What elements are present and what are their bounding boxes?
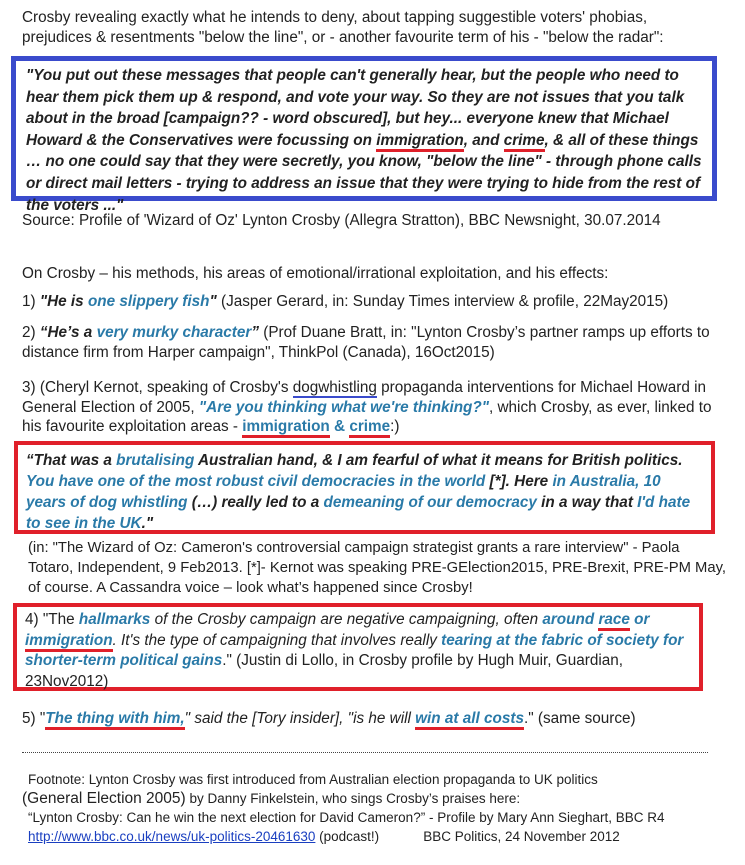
bbc-news-link[interactable]: http://www.bbc.co.uk/news/uk-politics-20461630 (28, 829, 316, 844)
source-newsnight: Source: Profile of 'Wizard of Oz' Lynton Crosby (Allegra Stratton), BBC Newsnight, 30.07.2014 (22, 212, 661, 229)
footnote-line-1: Footnote: Lynton Crosby was first introduced from Australian election propaganda to UK politics (28, 772, 598, 787)
intro-line-1: Crosby revealing exactly what he intends to deny, about tapping suggestible voters' phobias, (22, 9, 648, 26)
item-4: 4) "The hallmarks of the Crosby campaign are negative campaigning, often around race or immigration. It's the type of campaigning that involves really tearing at the fabric of society for shorter-term political gains." (Justin di Lollo, in Crosby profile by Hugh Muir, Guardian, 23Nov2012) (25, 611, 684, 690)
highlight-race: race (598, 611, 629, 631)
item-1: 1) "He is one slippery fish" (Jasper Gerard, in: Sunday Times interview & profile, 22May2015) (22, 293, 669, 310)
crosby-quote: "You put out these messages that people can't generally hear, but the people who need to hear them pick them up & respond, and vote your way. So they are not issues that you talk about in the broad [campaign?? - word obscured], but hey... everyone knew that Michael Howard & the Conservatives were focussing on immigration, and crime, & all of these things … no one could say that they were secretly, you know, "below the line" - through phone calls or direct mail letters - trying to address an issue that they were trying to hide from the rest of the voters ..." (26, 67, 702, 214)
highlight-crime-3: crime (349, 418, 390, 438)
item-3: 3) (Cheryl Kernot, speaking of Crosby's dogwhistling propaganda interventions for Michael Howard in General Election of 2005, "Are you thinking what we're thinking?", which Crosby, as ever, linked to his favourite exploitation areas - immigration & crime:) (22, 378, 722, 437)
on-crosby-heading: On Crosby – his methods, his areas of emotional/irrational exploitation, and his effects: (22, 265, 609, 282)
murky-character: very murky character (96, 324, 252, 341)
highlight-immigration: immigration (376, 132, 464, 152)
item-2: 2) “He’s a very murky character” (Prof Duane Bratt, in: "Lynton Crosby’s partner ramps up efforts to distance firm from Harper campaign", ThinkPol (Canada), 16Oct2015) (22, 324, 710, 361)
highlight-immigration-4: immigration (25, 632, 113, 652)
kernot-quote-box (14, 441, 715, 534)
campaign-slogan: "Are you thinking what we're thinking?" (198, 398, 489, 416)
footnote-line-2: (General Election 2005) by Danny Finkelstein, who sings Crosby’s praises here: (22, 790, 521, 807)
intro-line-2: prejudices & resentments "below the line", or - another favourite term of his - "below the radar": (22, 28, 664, 46)
footnote-line-4: http://www.bbc.co.uk/news/uk-politics-20461630 (podcast!) BBC Politics, 24 November 2012 (28, 829, 620, 844)
win-at-all-costs: win at all costs (415, 710, 524, 730)
kernot-quote: “That was a brutalising Australian hand, & I am fearful of what it means for British politics. You have one of the most robust civil democracies in the world [*]. Here in Australia, 10 years of dog whistling (…) really led to a demeaning of our democracy in a way that I'd hate to see in the UK." (26, 452, 691, 532)
highlight-crime: crime (504, 132, 545, 152)
slippery-fish: one slippery fish (87, 293, 210, 310)
footnote (22, 770, 728, 846)
footnote-line-3: “Lynton Crosby: Can he win the next election for David Cameron?” - Profile by Mary Ann Sieghart, BBC R4 (28, 810, 665, 825)
intro (22, 8, 737, 47)
footnote-divider (22, 752, 708, 753)
thing-with-him: The thing with him, (45, 710, 184, 730)
kernot-citation: (in: "The Wizard of Oz: Cameron's controversial campaign strategist grants a rare interview" - Paola Totaro, Independent, 9 Feb2013. [*]- Kernot was speaking PRE-GElection2015, PRE-Brexit, PRE-PM May, of course. A Cassandra voice – look what’s happened since Crosby! (28, 540, 726, 596)
highlight-immigration-3: immigration (242, 418, 330, 438)
item-5: 5) "The thing with him," said the [Tory insider], "is he will win at all costs." (same source) (22, 709, 722, 729)
crosby-quote-box (11, 56, 717, 214)
hallmarks-box (13, 603, 703, 691)
dogwhistling: dogwhistling (292, 379, 377, 396)
